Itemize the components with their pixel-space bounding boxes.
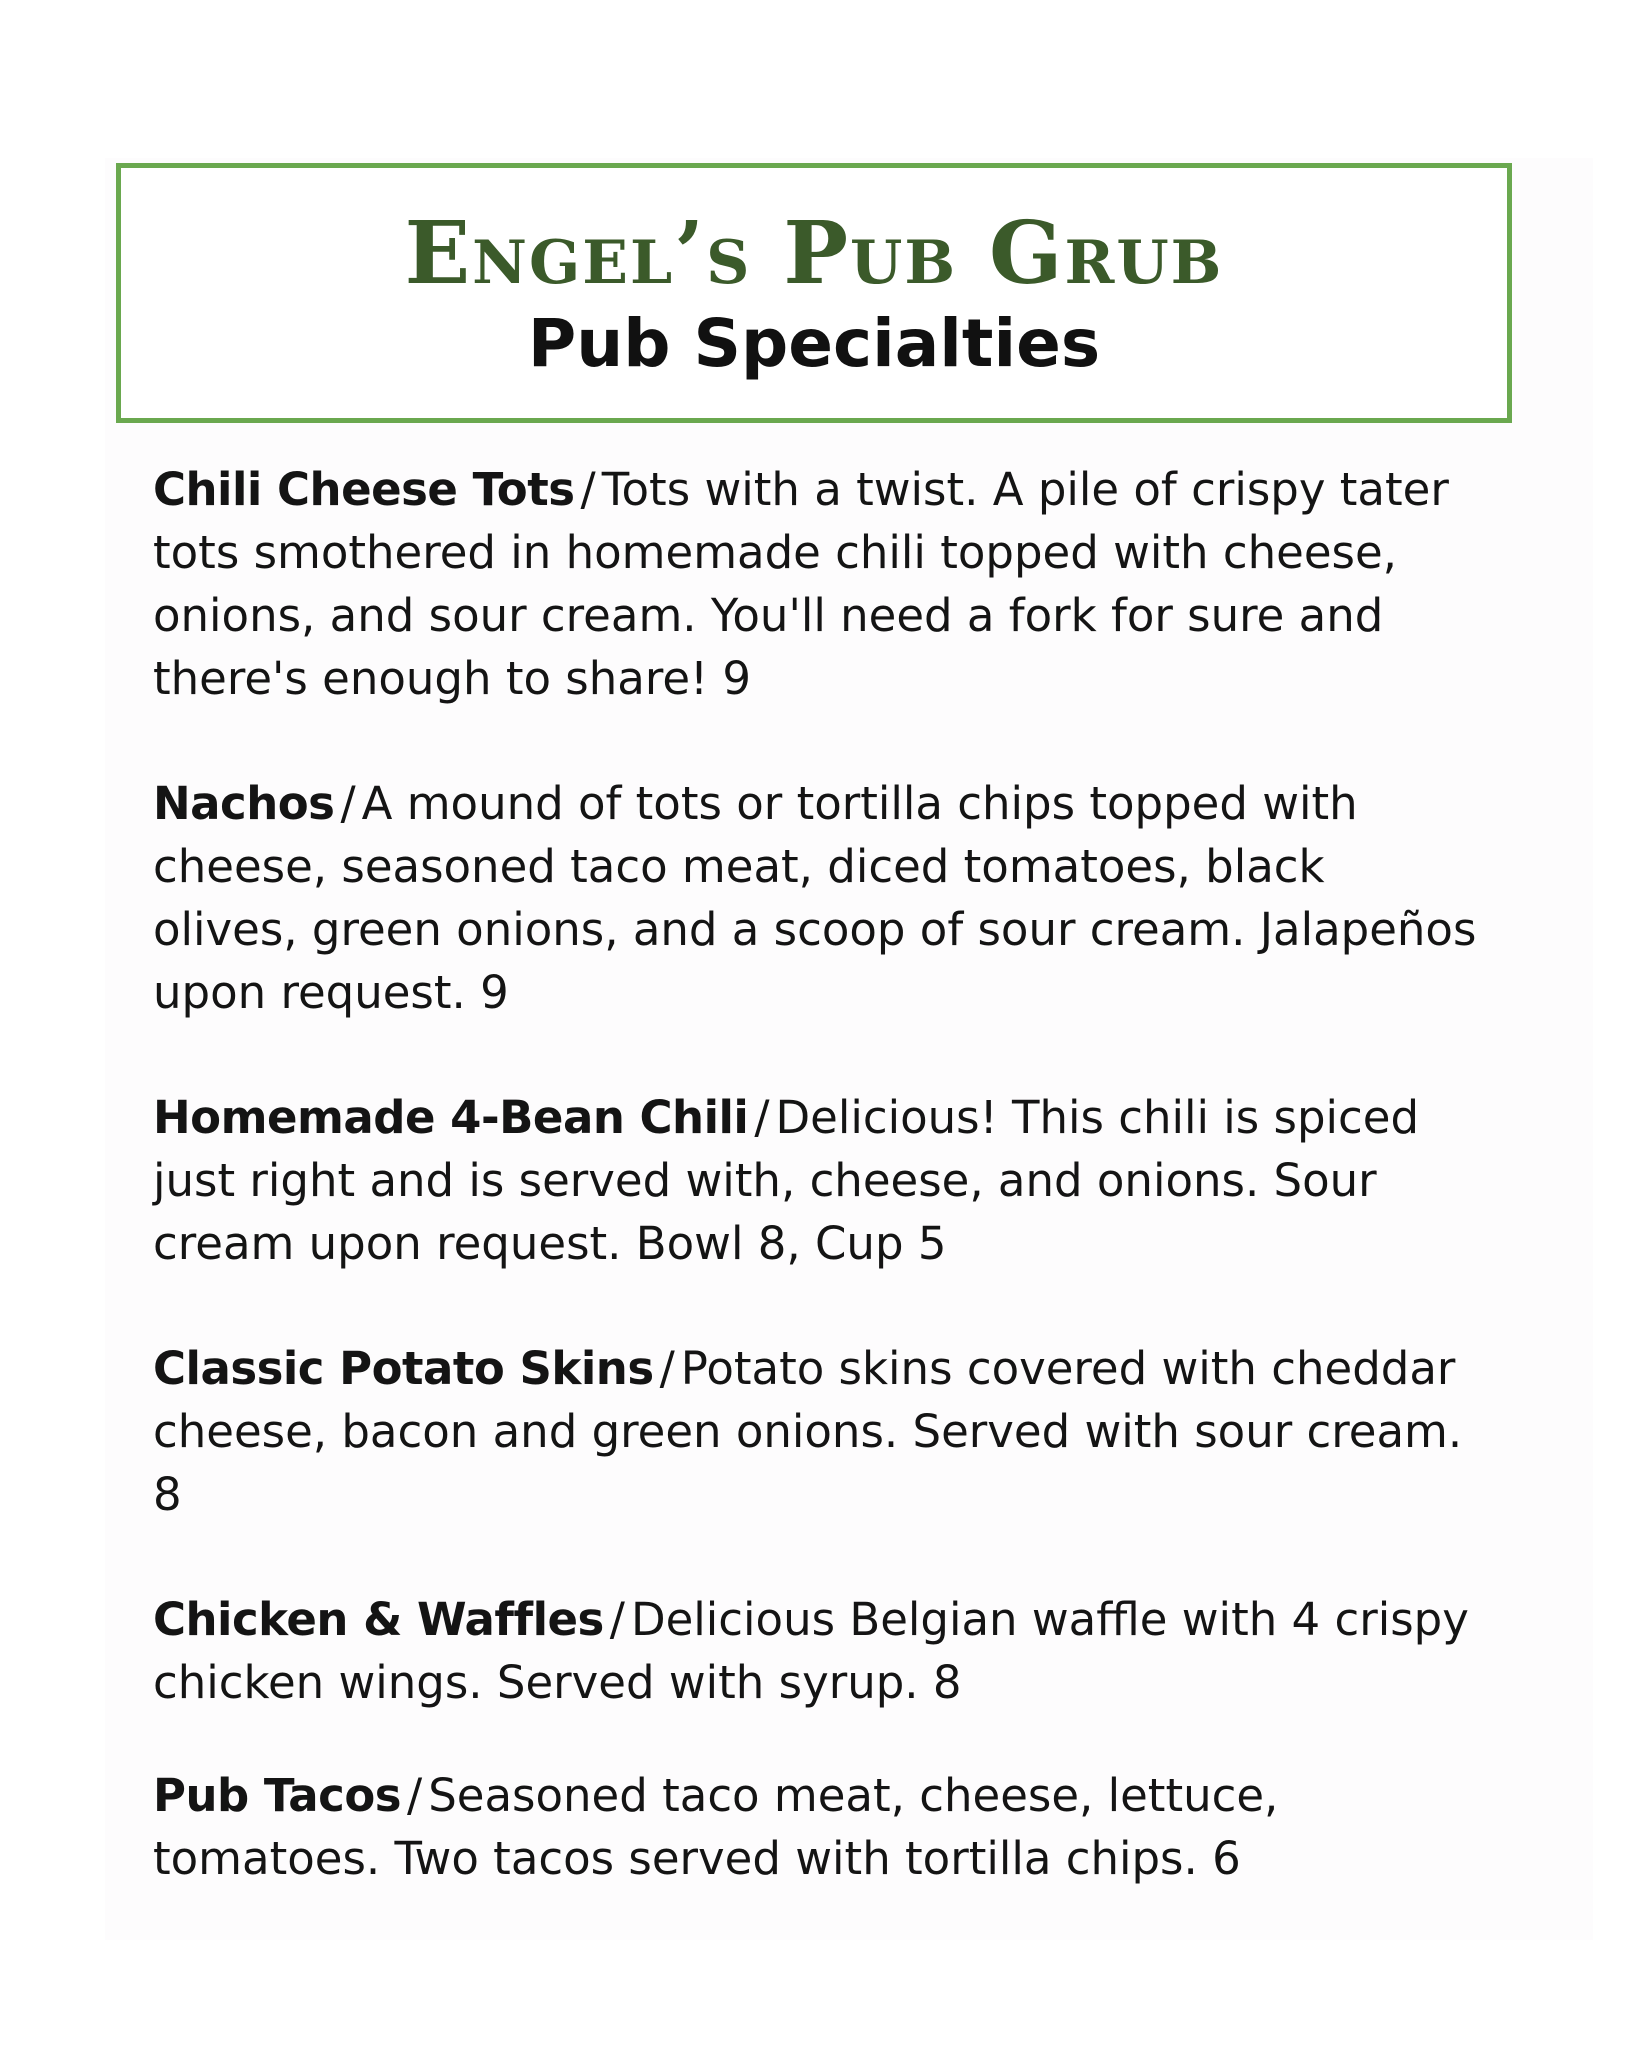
- item-name: Chicken & Waffles: [153, 1593, 604, 1646]
- item-description: Potato skins covered with cheddar cheese, bacon and green onions. Served with sour cream. 8: [153, 1342, 1463, 1521]
- menu-item: [153, 1337, 1483, 1526]
- menu-items-list: [153, 458, 1483, 1890]
- item-description: Seasoned taco meat, cheese, lettuce, tomatoes. Two tacos served with tortilla chips. 6: [153, 1769, 1279, 1885]
- item-description: Delicious! This chili is spiced just right and is served with, cheese, and onions. Sour cream upon request. Bowl 8, Cup 5: [153, 1091, 1420, 1270]
- menu-item: [153, 1588, 1483, 1714]
- item-name: Pub Tacos: [153, 1769, 402, 1822]
- menu-header: [116, 163, 1512, 423]
- separator: /: [609, 1593, 625, 1646]
- item-name: Chili Cheese Tots: [153, 463, 575, 516]
- separator: /: [754, 1091, 770, 1144]
- item-description: Delicious Belgian waffle with 4 crispy chicken wings. Served with syrup. 8: [153, 1593, 1469, 1709]
- menu-item: [153, 772, 1483, 1024]
- separator: /: [407, 1769, 423, 1822]
- separator: /: [340, 777, 356, 830]
- restaurant-name: Engel’s Pub Grub: [404, 203, 1224, 304]
- separator: /: [580, 463, 596, 516]
- item-name: Homemade 4-Bean Chili: [153, 1091, 749, 1144]
- menu-item: [153, 1764, 1483, 1890]
- item-description: A mound of tots or tortilla chips topped with cheese, seasoned taco meat, diced tomatoes, black olives, green onions, and a scoop of sour cream. Jalapeños upon request. 9: [153, 777, 1477, 1019]
- separator: /: [659, 1342, 675, 1395]
- item-description: Tots with a twist. A pile of crispy tater tots smothered in homemade chili topped with cheese, onions, and sour cream. You'll need a fork for sure and there's enough to share! 9: [153, 463, 1449, 705]
- menu-item: [153, 458, 1483, 710]
- section-title: Pub Specialties: [527, 305, 1101, 382]
- item-name: Classic Potato Skins: [153, 1342, 654, 1395]
- menu-item: [153, 1086, 1483, 1275]
- item-name: Nachos: [153, 777, 335, 830]
